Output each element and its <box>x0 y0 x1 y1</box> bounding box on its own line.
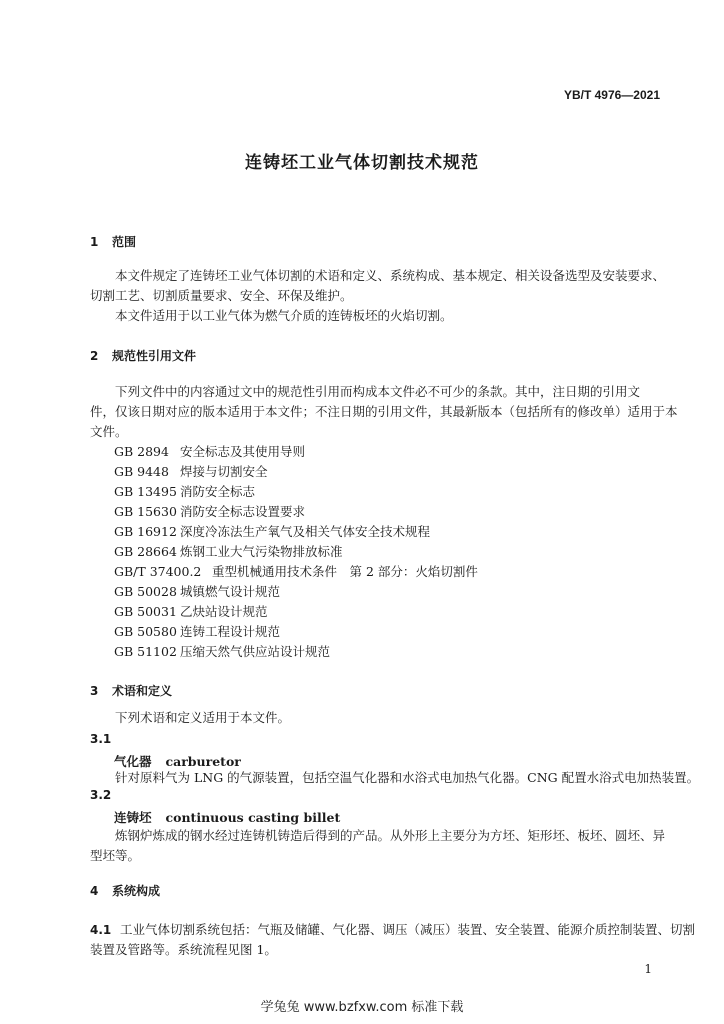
paragraph-line: 本文件适用于以工业气体为燃气介质的连铸板坯的火焰切割。 <box>115 308 453 323</box>
term-chinese: 连铸坯 <box>114 810 152 825</box>
section-title: 术语和定义 <box>112 684 173 698</box>
reference-item <box>114 482 255 502</box>
paragraph-line: 下列术语和定义适用于本文件。 <box>115 710 291 725</box>
section-title: 系统构成 <box>112 884 161 898</box>
term-number: 3.2 <box>90 788 112 802</box>
reference-item <box>114 442 305 462</box>
reference-title: 重型机械通用技术条件 第 2 部分：火焰切割件 <box>212 564 478 579</box>
section-title: 范围 <box>112 235 137 249</box>
standard-number: YB/T 4976—2021 <box>563 88 660 102</box>
term-definition: 炼钢炉炼成的钢水经过连铸机铸造后得到的产品。从外形上主要分为方坯、矩形坯、板坯、圆坯、异 <box>115 828 666 843</box>
reference-code: GB 28664 <box>114 544 177 559</box>
reference-code: GB 9448 <box>114 464 169 479</box>
reference-item <box>114 642 330 662</box>
reference-code: GB/T 37400.2 <box>114 564 202 579</box>
reference-title: 炼钢工业大气污染物排放标准 <box>180 544 343 559</box>
reference-item <box>114 562 478 582</box>
watermark: 学兔兔 www.bzfxw.com 标准下载 <box>260 1000 464 1015</box>
section-2-heading <box>90 347 196 364</box>
paragraph-line: 下列文件中的内容通过文中的规范性引用而构成本文件必不可少的条款。其中，注日期的引用文 <box>115 384 641 399</box>
section-4-heading <box>90 882 160 899</box>
term-english: continuous casting billet <box>165 810 341 825</box>
section-1-heading <box>90 233 136 250</box>
section-number: 1 <box>90 235 99 249</box>
reference-code: GB 50031 <box>114 604 177 619</box>
term-definition: 针对原料气为 LNG 的气源装置，包括空温气化器和水浴式电加热气化器。CNG 配置水浴式电加热装置。 <box>115 770 700 785</box>
reference-title: 消防安全标志 <box>180 484 256 499</box>
reference-item <box>114 502 305 522</box>
reference-title: 连铸工程设计规范 <box>180 624 281 639</box>
reference-code: GB 2894 <box>114 444 169 459</box>
paragraph-line: 件，仅该日期对应的版本适用于本文件；不注日期的引用文件，其最新版本（包括所有的修改单）适用于本 <box>90 404 678 419</box>
clause-line: 工业气体切割系统包括：气瓶及储罐、气化器、调压（减压）装置、安全装置、能源介质控制装置、切割 <box>120 922 696 937</box>
page-number: 1 <box>644 962 652 976</box>
section-title: 规范性引用文件 <box>112 349 197 363</box>
paragraph-line: 切割工艺、切割质量要求、安全、环保及维护。 <box>90 288 353 303</box>
reference-code: GB 15630 <box>114 504 177 519</box>
section-3-heading <box>90 682 172 699</box>
document-title: 连铸坯工业气体切割技术规范 <box>245 153 479 173</box>
reference-title: 深度冷冻法生产氧气及相关气体安全技术规程 <box>180 524 431 539</box>
clause-line: 装置及管路等。系统流程见图 1。 <box>90 942 277 957</box>
reference-item <box>114 522 430 542</box>
reference-item <box>114 542 343 562</box>
reference-title: 焊接与切割安全 <box>180 464 268 479</box>
term-entry <box>114 808 340 826</box>
reference-title: 安全标志及其使用导则 <box>180 444 306 459</box>
reference-code: GB 50580 <box>114 624 177 639</box>
section-number: 2 <box>90 349 99 363</box>
paragraph-line: 文件。 <box>90 424 128 439</box>
reference-title: 城镇燃气设计规范 <box>180 584 281 599</box>
section-number: 4 <box>90 884 99 898</box>
reference-code: GB 50028 <box>114 584 177 599</box>
reference-item <box>114 622 280 642</box>
reference-item <box>114 462 268 482</box>
reference-code: GB 13495 <box>114 484 177 499</box>
reference-code: GB 16912 <box>114 524 177 539</box>
clause-number: 4.1 <box>90 923 112 937</box>
term-chinese: 气化器 <box>114 754 152 769</box>
reference-title: 消防安全标志设置要求 <box>180 504 306 519</box>
reference-code: GB 51102 <box>114 644 177 659</box>
term-english: carburetor <box>165 754 241 769</box>
paragraph-line: 本文件规定了连铸坯工业气体切割的术语和定义、系统构成、基本规定、相关设备选型及安装要求、 <box>115 268 666 283</box>
reference-title: 乙炔站设计规范 <box>180 604 268 619</box>
term-number: 3.1 <box>90 732 112 746</box>
reference-item <box>114 602 268 622</box>
reference-title: 压缩天然气供应站设计规范 <box>180 644 331 659</box>
term-definition: 型坯等。 <box>90 848 141 863</box>
section-number: 3 <box>90 684 99 698</box>
reference-item <box>114 582 280 602</box>
